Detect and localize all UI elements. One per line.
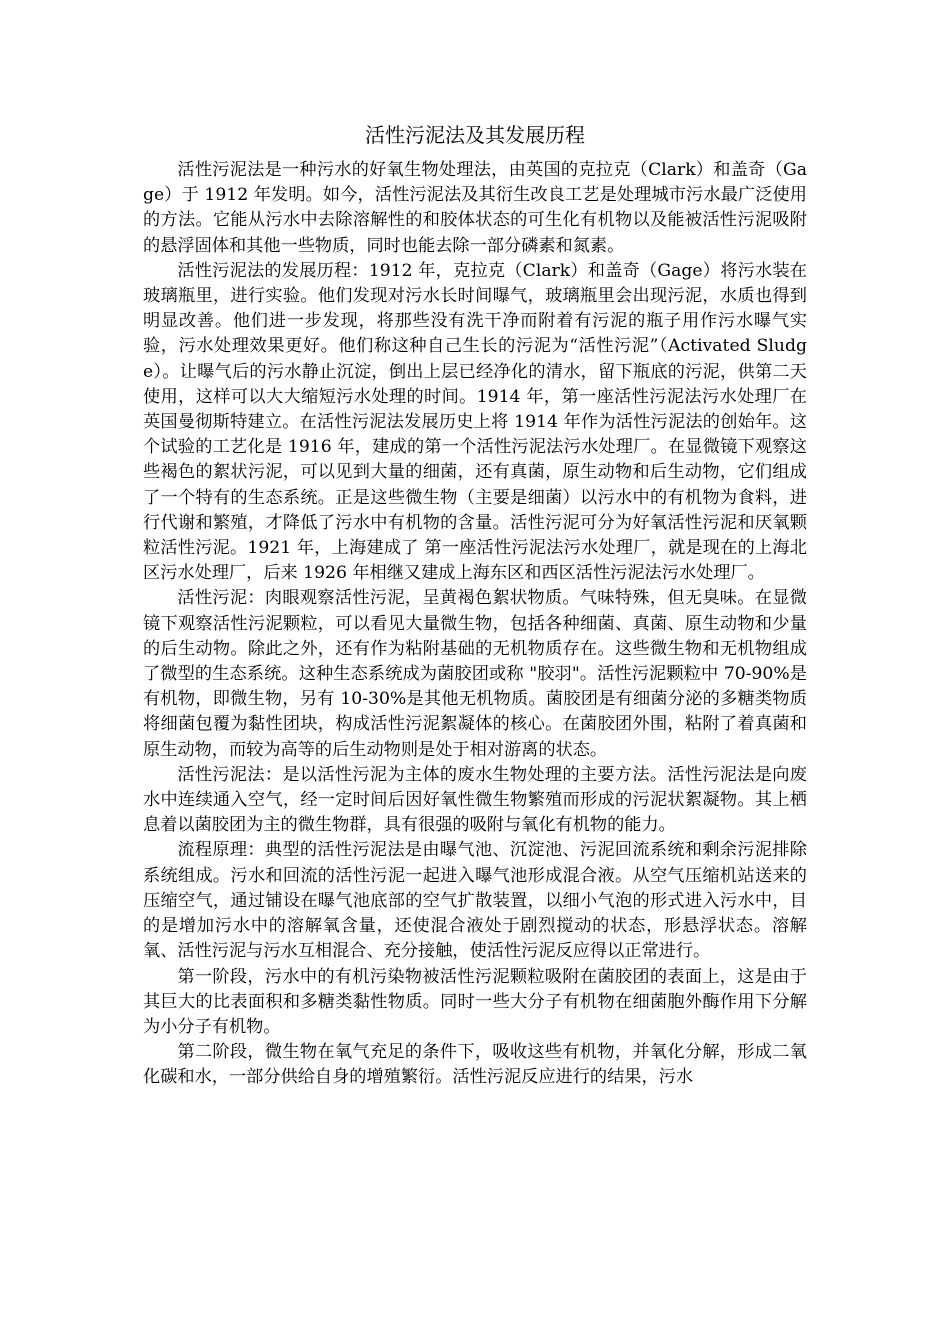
- document-title: 活性污泥法及其发展历程: [365, 123, 585, 147]
- paragraph-history: 活性污泥法的发展历程：1912 年，克拉克（Clark）和盖奇（Gage）将污水装在玻璃瓶里，进行实验。他们发现对污水长时间曝气，玻璃瓶里会出现污泥，水质也得到明显改善。他们进一步发现，将那些没有洗干净而附着有污泥的瓶子用作污水曝气实验，污水处理效果更好。他们称这种自己生长的污泥为“活性污泥”（Activated Sludge）。让曝气后的污水静止沉淀，倒出上层已经净化的清水，留下瓶底的污泥，供第二天使用，这样可以大大缩短污水处理的时间。1914 年，第一座活性污泥法污水处理厂在英国曼彻斯特建立。在活性污泥法发展历史上将 1914 年作为活性污泥法的创始年。这个试验的工艺化是 1916 年，建成的第一个活性污泥法污水处理厂。在显微镜下观察这些褐色的絮状污泥，可以见到大量的细菌，还有真菌，原生动物和后生动物，它们组成了一个特有的生态系统。正是这些微生物（主要是细菌）以污水中的有机物为食料，进行代谢和繁殖，才降低了污水中有机物的含量。活性污泥可分为好氧活性污泥和厌氧颗粒活性污泥。1921 年，上海建成了 第一座活性污泥法污水处理厂，就是现在的上海北区污水处理厂，后来 1926 年相继又建成上海东区和西区活性污泥法污水处理厂。: [143, 260, 807, 584]
- document-page: [143, 120, 807, 1091]
- paragraph-activated-sludge: 活性污泥：肉眼观察活性污泥，呈黄褐色絮状物质。气味特殊，但无臭味。在显微镜下观察活性污泥颗粒，可以看见大量微生物，包括各种细菌、真菌、原生动物和少量的后生动物。除此之外，还有作为粘附基础的无机物质存在。这些微生物和无机物组成了微型的生态系统。这种生态系统成为菌胶团或称 "胶羽"。活性污泥颗粒中 70-90%是有机物，即微生物，另有 10-30%是其他无机物质。菌胶团是有细菌分泌的多糖类物质将细菌包覆为黏性团块，构成活性污泥絮凝体的核心。在菌胶团外围，粘附了着真菌和原生动物，而较为高等的后生动物则是处于相对游离的状态。: [143, 588, 807, 760]
- paragraph-process-principle: 流程原理：典型的活性污泥法是由曝气池、沉淀池、污泥回流系统和剩余污泥排除系统组成。污水和回流的活性污泥一起进入曝气池形成混合液。从空气压缩机站送来的压缩空气，通过铺设在曝气池底部的空气扩散装置，以细小气泡的形式进入污水中，目的是增加污水中的溶解氧含量，还使混合液处于剧烈搅动的状态，形悬浮状态。溶解氧、活性污泥与污水互相混合、充分接触，使活性污泥反应得以正常进行。: [143, 840, 807, 962]
- paragraph-introduction: 活性污泥法是一种污水的好氧生物处理法，由英国的克拉克（Clark）和盖奇（Gage）于 1912 年发明。如今，活性污泥法及其衍生改良工艺是处理城市污水最广泛使用的方法。它能从污水中去除溶解性的和胶体状态的可生化有机物以及能被活性污泥吸附的悬浮固体和其他一些物质，同时也能去除一部分磷素和氮素。: [143, 160, 807, 256]
- paragraph-stage-two: 第二阶段，微生物在氧气充足的条件下，吸收这些有机物，并氧化分解，形成二氧化碳和水，一部分供给自身的增殖繁衍。活性污泥反应进行的结果，污水: [143, 1042, 807, 1088]
- paragraph-stage-one: 第一阶段，污水中的有机污染物被活性污泥颗粒吸附在菌胶团的表面上，这是由于其巨大的比表面积和多糖类黏性物质。同时一些大分子有机物在细菌胞外酶作用下分解为小分子有机物。: [143, 966, 807, 1037]
- paragraph-activated-sludge-process: 活性污泥法：是以活性污泥为主体的废水生物处理的主要方法。活性污泥法是向废水中连续通入空气，经一定时间后因好氧性微生物繁殖而形成的污泥状絮凝物。其上栖息着以菌胶团为主的微生物群，具有很强的吸附与氧化有机物的能力。: [143, 764, 807, 836]
